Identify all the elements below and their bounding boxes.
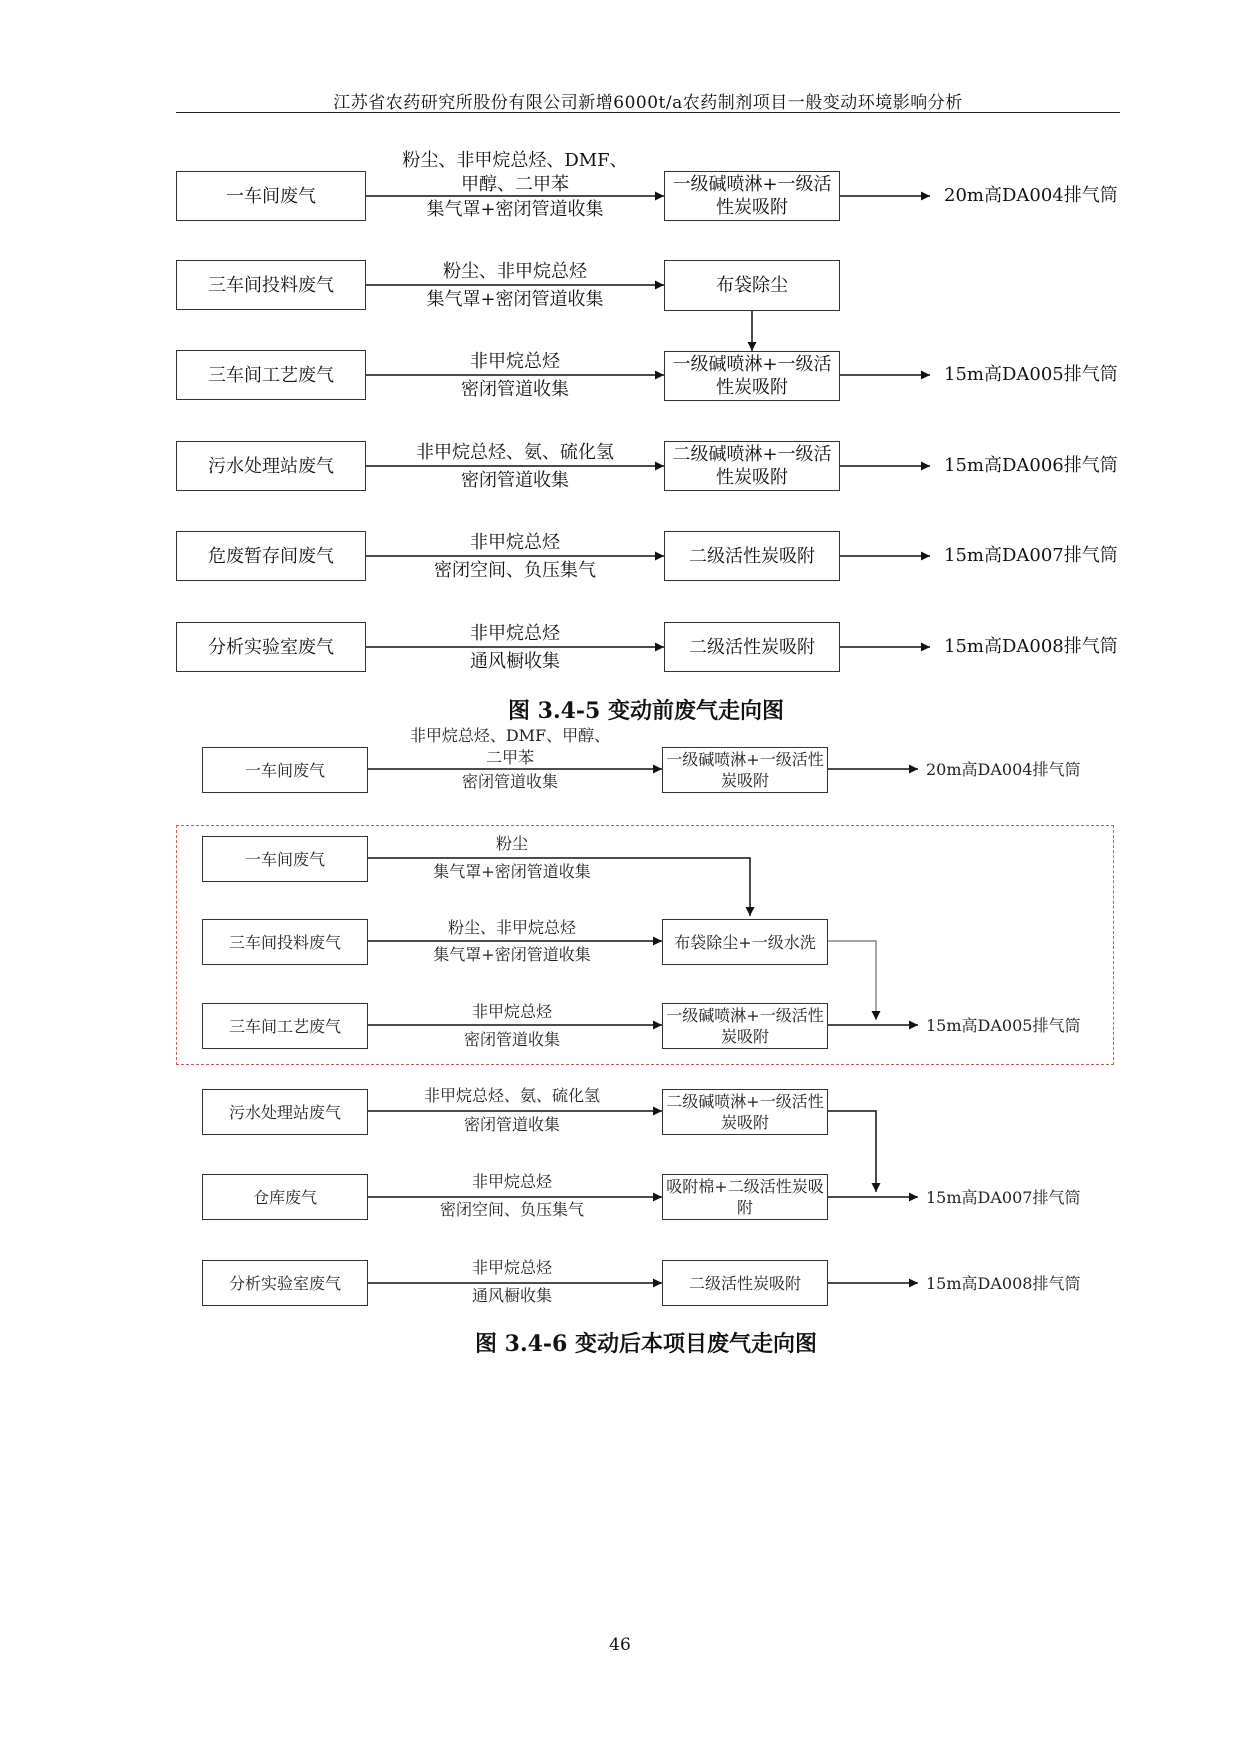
treatment-box: 二级碱喷淋+一级活性炭吸附 [662, 1089, 828, 1135]
treatment-box: 一级碱喷淋+一级活性炭吸附 [664, 171, 840, 221]
pollutant-label: 非甲烷总烃 [470, 532, 560, 553]
source-box: 仓库废气 [202, 1174, 368, 1220]
pollutant-label: 非甲烷总烃 [471, 1002, 553, 1021]
treatment-box: 二级活性炭吸附 [664, 622, 840, 672]
pollutant-label: 非甲烷总烃 [470, 351, 560, 372]
outlet-label: 15m高DA008排气筒 [926, 1274, 1081, 1293]
collection-label: 密闭管道收集 [463, 1115, 561, 1134]
treatment-box: 一级碱喷淋+一级活性炭吸附 [664, 351, 840, 401]
collection-label: 集气罩+密闭管道收集 [433, 862, 591, 881]
source-box: 污水处理站废气 [176, 441, 366, 491]
source-box: 三车间工艺废气 [202, 1003, 368, 1049]
collection-label: 密闭空间、负压集气 [439, 1200, 585, 1219]
source-box: 分析实验室废气 [202, 1260, 368, 1306]
pollutant-label: 粉尘 [495, 834, 529, 853]
pollutant-label: 非甲烷总烃 [471, 1258, 553, 1277]
source-box: 三车间投料废气 [176, 260, 366, 310]
outlet-label: 15m高DA005排气筒 [926, 1016, 1081, 1035]
collection-label: 集气罩+密闭管道收集 [426, 199, 604, 220]
pollutant-label: 粉尘、非甲烷总烃 [443, 261, 587, 282]
treatment-box: 布袋除尘 [664, 260, 840, 311]
pollutant-label: 非甲烷总烃 [471, 1172, 553, 1191]
page-number: 46 [609, 1635, 631, 1655]
outlet-label: 15m高DA007排气筒 [926, 1188, 1081, 1207]
source-box: 一车间废气 [202, 747, 368, 793]
outlet-label: 20m高DA004排气筒 [926, 760, 1081, 779]
collection-label: 通风橱收集 [471, 1286, 553, 1305]
source-box: 三车间工艺废气 [176, 350, 366, 400]
pollutant-label: 非甲烷总烃、氨、硫化氢 [416, 442, 614, 463]
outlet-label: 15m高DA006排气筒 [944, 455, 1118, 476]
source-box: 污水处理站废气 [202, 1089, 368, 1135]
collection-label: 密闭空间、负压集气 [434, 560, 596, 581]
source-box: 三车间投料废气 [202, 919, 368, 965]
treatment-box: 二级碱喷淋+一级活性炭吸附 [664, 441, 840, 491]
source-box: 危废暂存间废气 [176, 531, 366, 581]
pollutant-label: 非甲烷总烃、DMF、甲醇、 [409, 726, 611, 745]
collection-label: 密闭管道收集 [463, 1030, 561, 1049]
collection-label: 密闭管道收集 [461, 470, 569, 491]
treatment-box: 二级活性炭吸附 [662, 1260, 828, 1306]
pollutant-label: 粉尘、非甲烷总烃 [447, 918, 577, 937]
figure-caption: 图 3.4-5 变动前废气走向图 [507, 698, 785, 724]
treatment-box: 二级活性炭吸附 [664, 531, 840, 581]
outlet-label: 15m高DA007排气筒 [944, 545, 1118, 566]
source-box: 一车间废气 [176, 171, 366, 221]
treatment-box: 一级碱喷淋+一级活性炭吸附 [662, 1003, 828, 1049]
collection-label: 通风橱收集 [470, 651, 560, 672]
collection-label: 密闭管道收集 [461, 379, 569, 400]
source-box: 一车间废气 [202, 836, 368, 882]
outlet-label: 15m高DA005排气筒 [944, 364, 1118, 385]
collection-label: 密闭管道收集 [461, 772, 559, 791]
outlet-label: 15m高DA008排气筒 [944, 636, 1118, 657]
pollutant-label: 非甲烷总烃 [470, 623, 560, 644]
pollutant-label: 甲醇、二甲苯 [461, 174, 569, 195]
pollutant-label: 非甲烷总烃、氨、硫化氢 [423, 1086, 601, 1105]
arrow-f2-r5-route [828, 1111, 876, 1192]
collection-label: 集气罩+密闭管道收集 [433, 945, 591, 964]
pollutant-label: 二甲苯 [485, 748, 535, 767]
collection-label: 集气罩+密闭管道收集 [426, 289, 604, 310]
pollutant-label: 粉尘、非甲烷总烃、DMF、 [402, 150, 628, 171]
outlet-label: 20m高DA004排气筒 [944, 185, 1118, 206]
treatment-box: 布袋除尘+一级水洗 [662, 919, 828, 965]
figure-caption: 图 3.4-6 变动后本项目废气走向图 [474, 1331, 818, 1357]
treatment-box: 吸附棉+二级活性炭吸附 [662, 1174, 828, 1220]
treatment-box: 一级碱喷淋+一级活性炭吸附 [662, 747, 828, 793]
source-box: 分析实验室废气 [176, 622, 366, 672]
page-header: 江苏省农药研究所股份有限公司新增6000t/a农药制剂项目一般变动环境影响分析 [333, 93, 963, 113]
